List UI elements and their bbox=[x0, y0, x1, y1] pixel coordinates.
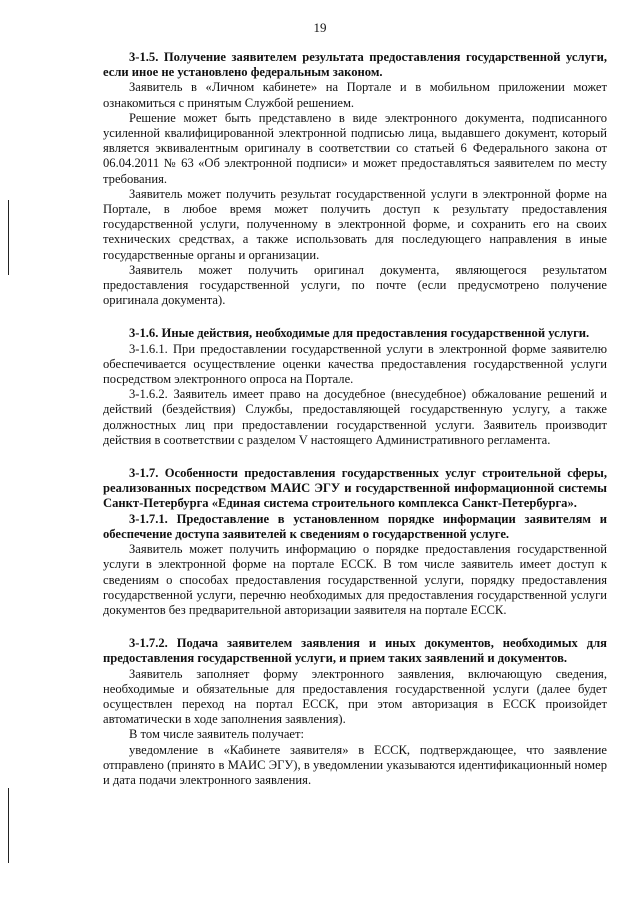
section-heading-3-1-7-1: 3-1.7.1. Предоставление в установленном порядке информации заявителям и обеспечение доступа заявителей к сведениям о государственной услуге. bbox=[103, 511, 607, 541]
margin-revision-bar bbox=[8, 788, 9, 863]
paragraph: Заявитель заполняет форму электронного заявления, включающую сведения, необходимые и обязательные для предоставления государственной услуги (далее будет осуществлен переход на портал ЕССК, при этом авторизация в ЕССК произойдет автоматически в ходе заполнения заявления). bbox=[103, 666, 607, 727]
section-heading-3-1-6: 3-1.6. Иные действия, необходимые для предоставления государственной услуги. bbox=[129, 326, 590, 341]
document-body bbox=[103, 50, 607, 788]
paragraph: Заявитель может получить результат государственной услуги в электронной форме на Портале, в любое время может получить доступ к результату предоставления государственной услуги, полученному в электронной форме, и сохранить его на своих технических средствах, а также использовать для последующего направления в иные государственные органы и организации. bbox=[103, 186, 607, 262]
section-heading-3-1-5: 3-1.5. Получение заявителем результата предоставления государственной услуги, если иное не установлено федеральным законом. bbox=[103, 50, 607, 80]
paragraph: Решение может быть представлено в виде электронного документа, подписанного усиленной квалифицированной электронной подписью лица, выдавшего документ, который является эквивалентным оригиналу в соответствии со статьей 6 Федерального закона от 06.04.2011 № 63 «Об электронной подписи» и может предоставляться заявителем по месту требования. bbox=[103, 110, 607, 186]
paragraph: Заявитель может получить информацию о порядке предоставления государственной услуги в электронной форме на портале ЕССК. В том числе заявитель имеет доступ к сведениям о способах предоставления государственной услуги, порядку предоставления государственной услуги, перечню необходимых для предоставления государственной услуги документов без предварительной авторизации заявителя на портале ЕССК. bbox=[103, 542, 607, 617]
section-heading-3-1-7: 3-1.7. Особенности предоставления государственных услуг строительной сферы, реализованных посредством МАИС ЭГУ и государственной информационной системы Санкт-Петербурга «Единая система строительного комплекса Санкт-Петербурга». bbox=[103, 466, 607, 511]
paragraph: 3-1.6.1. При предоставлении государственной услуги в электронной форме заявителю обеспечивается осуществление оценки качества предоставления государственной услуги посредством электронного опроса на Портале. bbox=[103, 341, 607, 387]
paragraph: В том числе заявитель получает: bbox=[129, 727, 305, 742]
paragraph: Заявитель может получить оригинал документа, являющегося результатом предоставления государственной услуги, по почте (если предусмотрено получение оригинала документа). bbox=[103, 262, 607, 308]
margin-revision-bar bbox=[8, 200, 9, 275]
page-number: 19 bbox=[313, 20, 327, 35]
paragraph: 3-1.6.2. Заявитель имеет право на досудебное (внесудебное) обжалование решений и действий (бездействия) Службы, предоставляющей государственную услугу, а также должностных лиц при предоставлении государственной услуги. Заявитель производит действия в соответствии с разделом V настоящего Административного регламента. bbox=[103, 387, 607, 447]
paragraph: Заявитель в «Личном кабинете» на Портале и в мобильном приложении может ознакомиться с принятым Службой решением. bbox=[103, 80, 607, 110]
paragraph: уведомление в «Кабинете заявителя» в ЕССК, подтверждающее, что заявление отправлено (принято в МАИС ЭГУ), в уведомлении указываются идентификационный номер и дата подачи электронного заявления. bbox=[103, 742, 607, 787]
section-heading-3-1-7-2: 3-1.7.2. Подача заявителем заявления и иных документов, необходимых для предоставления государственной услуги, и прием таких заявлений и документов. bbox=[103, 636, 607, 666]
